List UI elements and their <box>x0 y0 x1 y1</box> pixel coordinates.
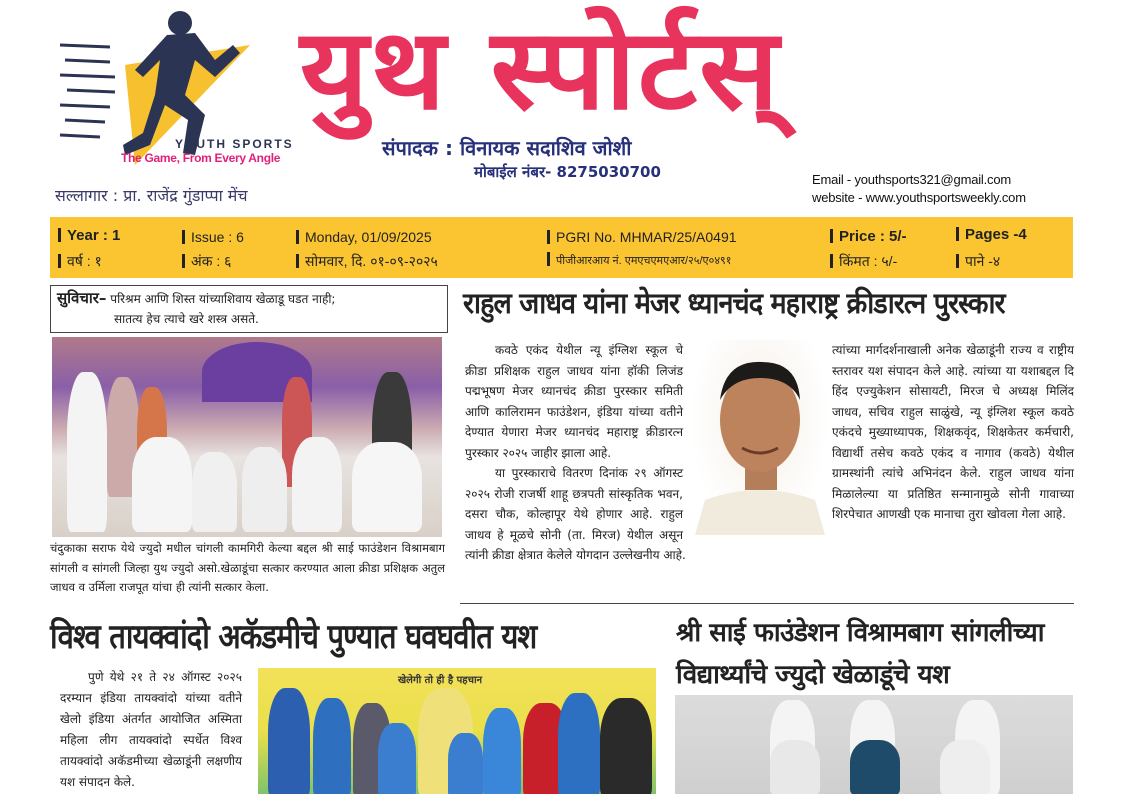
headline-taekwondo: विश्व तायक्वांदो अकॅडमीचे पुण्यात घवघवीत यश <box>50 617 537 657</box>
headline-main: राहुल जाधव यांना मेजर ध्यानचंद महाराष्ट्र क्रीडारत्न पुरस्कार <box>463 286 1005 320</box>
judo-team-photo <box>675 695 1073 794</box>
advisor-line: सल्लागार : प्रा. राजेंद्र गुंडाप्पा मेंच <box>55 186 248 205</box>
logo-tagline: The Game, From Every Angle <box>121 151 281 165</box>
taekwondo-article <box>60 667 242 793</box>
article-paragraph: या पुरस्काराचे वितरण दिनांक २९ ऑगस्ट २०२५ रोजी राजर्षी शाहू छत्रपती सांस्कृतिक भवन, दसरा चौक, कोल्हापूर येथे होणार आहे. राहुल जाधव हे मूळचे सोनी (ता. मिरज) येथील असून त्यांनी क्रीडा क्षेत्रात केलेले योगदान उल्लेखनीय आहे. <box>465 466 686 562</box>
photo-banner-text: खेलेगी तो ही है पहचान <box>398 675 483 686</box>
article-paragraph: पुणे येथे २१ ते २४ ऑगस्ट २०२५ दरम्यान इंडिया तायक्वांदो यांच्या वतीने खेलो इंडिया अंतर्गत आयोजित अस्मिता महिला लीग तायक्वांदो स्पर्धेत विश्व तायक्वांदो अकॅडमीच्या खेळाडूंनी लक्षणीय यश संपादन केले. <box>60 670 242 789</box>
date-mr: सोमवार, दि. ०१-०९-२०२५ <box>296 252 438 271</box>
pgri-mr: पीजीआरआय नं. एमएचएमएआर/२५/ए०४९१ <box>547 252 731 268</box>
portrait-photo <box>690 340 830 535</box>
year-en: Year : 1 <box>58 227 120 244</box>
headline-judo: श्री साई फाउंडेशन विश्रामबाग सांगलीच्या विद्यार्थ्यांचे ज्युदो खेळाडूंचे यश <box>676 618 1044 690</box>
logo-text: YOUTH SPORTS <box>175 137 294 151</box>
year-mr: वर्ष : १ <box>58 252 102 271</box>
quote-box <box>50 285 448 333</box>
price-en: Price : 5/- <box>830 228 907 245</box>
article-paragraph: कवठे एकंद येथील न्यू इंग्लिश स्कूल चे क्रीडा प्रशिक्षक राहुल जाधव यांना हॉकी लिजंड पद्मभूषण मेजर ध्यानचंद क्रीडा पुरस्कार समिती आणि कालिरामन फाउंडेशन, इंडिया यांच्या वतीने देण्यात येणारा मेजर ध्यानचंद महाराष्ट्र क्रीडारत्न पुरस्कार २०२५ जाहीर झाला आहे. <box>465 343 683 460</box>
editor-line: संपादक : विनायक सदाशिव जोशी <box>382 136 632 160</box>
newspaper-title: युथ स्पोर्टस् <box>300 5 781 135</box>
pages-en: Pages -4 <box>956 226 1027 243</box>
info-band <box>50 217 1073 278</box>
quote-line-2: सातत्य हेच त्याचे खरे शस्त्र असते. <box>114 312 259 326</box>
article-paragraph: त्यांच्या मार्गदर्शनाखाली अनेक खेळाडूंनी राज्य व राष्ट्रीय स्तरावर यश संपादन केले आहे. त्यांच्या या यशाबद्दल दि हिंद एज्युकेशन सोसायटी, मिरज चे अध्यक्ष मिलिंद जाधव, सचिव राहुल साळुंखे, न्यू इंग्लिश स्कूल कवठे एकंदचे मुख्याध्यापक, शिक्षकवृंद, शिक्षकेतर कर्मचारी, विद्यार्थी तसेच कवठे एकंद व नागाव (कवठे) येथील ग्रामस्थांनी त्यांचे अभिनंदन केले. राहुल जाधव यांना मिळालेल्या या प्रतिष्ठित सन्मानामुळे सोनी गावाच्या शिरपेचात आणखी एक मानाचा तुरा खोवला गेला आहे. <box>832 343 1074 521</box>
issue-mr: अंक : ६ <box>182 252 231 271</box>
pages-mr: पाने -४ <box>956 252 1000 271</box>
photo-caption: चंदुकाका सराफ येथे ज्युदो मधील चांगली कामगिरी केल्या बद्दल श्री साई फाउंडेशन विश्रामबाग सांगली व सांगली जिल्हा युथ ज्युदो असो.खेळाडूंचा सत्कार करण्यात आला क्रीडा प्रशिक्षक अतुल जाधव व उर्मिला राजपूत यांचा ही त्यांनी सत्कार केला. <box>50 541 445 594</box>
quote-line-1: परिश्रम आणि शिस्त यांच्याशिवाय खेळाडू घडत नाही; <box>110 292 336 306</box>
judo-felicitation-photo <box>52 337 442 537</box>
section-divider <box>460 603 1074 604</box>
date-en: Monday, 01/09/2025 <box>296 229 432 245</box>
taekwondo-team-photo <box>258 668 656 794</box>
email-link[interactable]: Email - youthsports321@gmail.com <box>812 172 1011 187</box>
pgri-en: PGRI No. MHMAR/25/A0491 <box>547 229 737 245</box>
mobile-number: मोबाईल नंबर- 8275030700 <box>474 163 661 181</box>
price-mr: किंमत : ५/- <box>830 252 897 271</box>
website-link[interactable]: website - www.youthsportsweekly.com <box>812 190 1026 205</box>
issue-en: Issue : 6 <box>182 229 244 245</box>
quote-label: सुविचार– <box>57 289 107 307</box>
